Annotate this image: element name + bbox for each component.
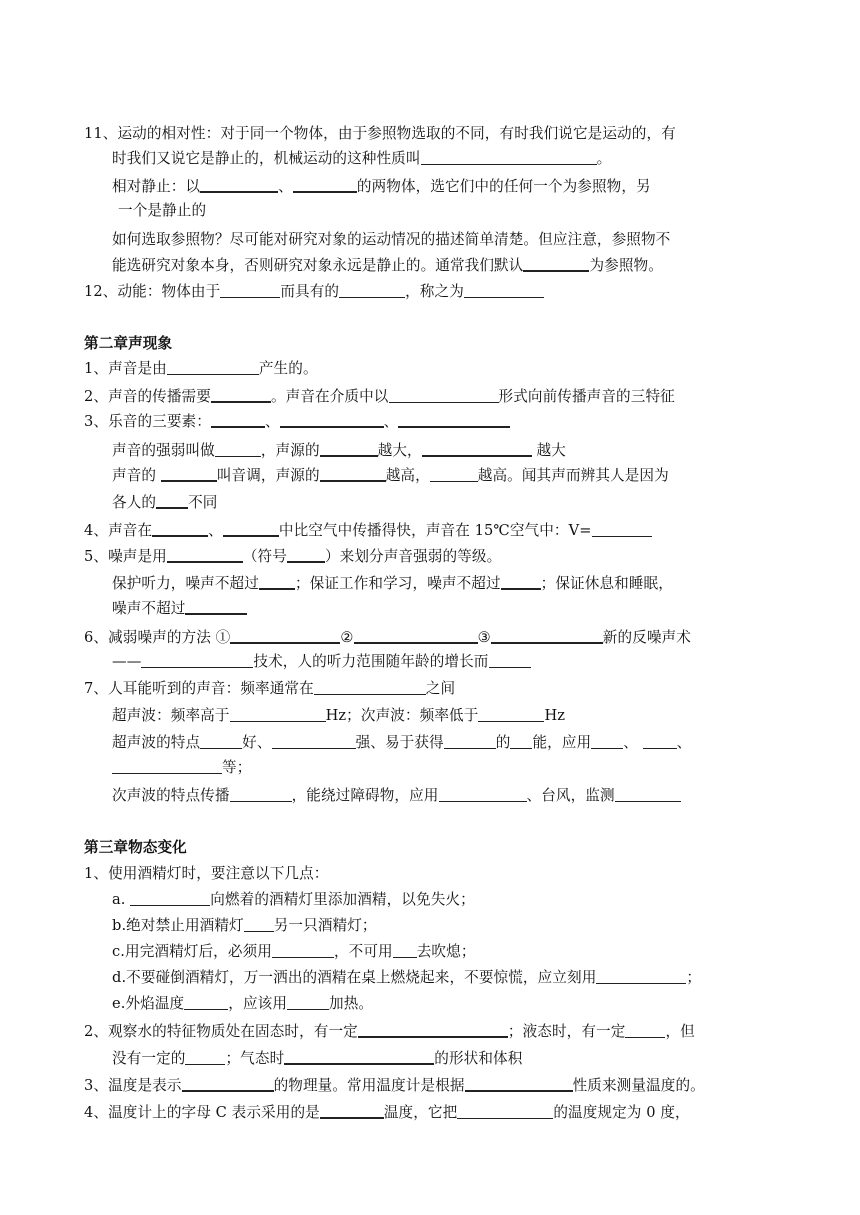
line-text: 相对静止：以: [112, 178, 201, 195]
line-text: 的两物体，选它们中的任何一个为参照物，另: [356, 178, 651, 195]
line-text: 1、使用酒精灯时，要注意以下几点：: [84, 865, 329, 882]
line-text: 4、声音在: [84, 522, 153, 539]
text-line: [84, 386, 675, 407]
line-text: 、: [278, 178, 293, 195]
line-text: 次声波的特点传播: [112, 787, 230, 804]
text-line: [112, 758, 251, 778]
text-line: [112, 465, 669, 486]
fill-in-blank: [491, 627, 603, 644]
text-line: [112, 994, 373, 1014]
text-line: [112, 492, 217, 513]
line-text: ③: [477, 629, 491, 646]
text-line: [84, 1021, 695, 1042]
fill-in-blank: [422, 440, 532, 457]
line-text: 新的反噪声术: [602, 629, 691, 646]
line-text: 另一只酒精灯；: [273, 917, 377, 934]
fill-in-blank: [625, 1022, 665, 1038]
line-text: ；: [686, 969, 702, 986]
fill-in-blank: [358, 1021, 508, 1038]
fill-in-blank: [211, 411, 265, 428]
line-text: ；气态时: [225, 1050, 285, 1067]
text-line: [112, 733, 691, 753]
line-text: 如何选取参照物？尽可能对研究对象的运动情况的描述简单清楚。但应注意，参照物不: [112, 231, 671, 248]
line-text: 声音的强弱叫做: [112, 442, 215, 459]
text-line: [112, 176, 651, 197]
fill-in-blank: [200, 733, 242, 749]
line-text: ；保证休息和睡眠，: [540, 575, 673, 592]
line-text: 保护听力，噪声不超过: [112, 575, 259, 592]
fill-in-blank: [152, 520, 208, 537]
line-text: 、: [208, 522, 223, 539]
line-text: 各人的: [112, 494, 157, 511]
fill-in-blank: [523, 255, 589, 272]
line-text: Hz: [544, 707, 566, 724]
text-line: [112, 916, 377, 936]
fill-in-blank: [280, 411, 384, 428]
line-text: ②: [340, 629, 354, 646]
line-text: b.绝对禁止用酒精灯: [112, 917, 244, 934]
line-text: 为参照物。: [589, 257, 663, 274]
fill-in-blank: [489, 652, 531, 668]
fill-in-blank: [421, 149, 597, 165]
fill-in-blank: [293, 176, 357, 193]
line-text: 温度，它把: [383, 1104, 458, 1121]
text-line: [112, 598, 247, 619]
line-text: 时我们又说它是静止的，机械运动的这种性质叫: [112, 150, 421, 167]
fill-in-blank: [320, 465, 386, 482]
line-text: 3、乐音的三要素：: [84, 413, 211, 430]
fill-in-blank: [389, 387, 499, 403]
fill-in-blank: [230, 786, 292, 802]
text-line: [84, 1102, 690, 1123]
line-text: 越高。闻其声而辨其人是因为: [477, 467, 669, 484]
line-text: （符号: [242, 548, 287, 565]
text-line: [112, 230, 670, 250]
text-line: [84, 282, 544, 302]
fill-in-blank: [643, 733, 677, 749]
line-text: 、: [264, 413, 280, 430]
line-text: ，声源的: [260, 442, 320, 459]
line-text: d.不要碰倒酒精灯，万一洒出的酒精在桌上燃烧起来，不要惊慌，应立刻用: [112, 969, 597, 986]
line-text: 加热。: [329, 995, 374, 1012]
line-text: 2、声音的传播需要: [84, 388, 211, 405]
text-line: [84, 124, 676, 144]
fill-in-blank: [211, 386, 271, 403]
fill-in-blank: [167, 546, 243, 563]
fill-in-blank: [393, 942, 417, 958]
fill-in-blank: [287, 546, 325, 563]
fill-in-blank: [478, 706, 544, 722]
fill-in-blank: [185, 598, 247, 615]
line-text: 叫音调，声源的: [216, 467, 320, 484]
line-text: 声音的: [112, 467, 161, 484]
line-text: 越大: [531, 442, 566, 459]
text-line: [84, 520, 652, 541]
fill-in-blank: [272, 733, 356, 749]
fill-in-blank: [320, 440, 378, 457]
fill-in-blank: [272, 942, 334, 958]
line-text: 没有一定的: [112, 1050, 186, 1067]
text-line: [112, 786, 681, 806]
text-line: [84, 546, 501, 567]
line-text: a.: [112, 891, 131, 908]
line-text: Hz；次声波：频率低于: [325, 707, 479, 724]
fill-in-blank: [156, 492, 188, 509]
line-text: 的物理量。常用温度计是根据: [273, 1077, 465, 1094]
fill-in-blank: [615, 786, 681, 802]
fill-in-blank: [182, 1075, 274, 1092]
line-text: 强、易于获得: [355, 734, 444, 751]
fill-in-blank: [112, 758, 222, 774]
line-text: 的温度规定为 0 度，: [553, 1104, 690, 1121]
line-text: ，称之为: [405, 283, 464, 300]
fill-in-blank: [220, 282, 280, 298]
line-text: 一个是静止的: [118, 202, 207, 219]
fill-in-blank: [398, 411, 510, 428]
text-line: [112, 652, 531, 672]
line-text: ——: [112, 653, 142, 670]
line-text: 3、温度是表示: [84, 1077, 182, 1094]
line-text: 的形状和体积: [434, 1050, 523, 1067]
line-text: 技术，人的听力范围随年龄的增长而: [253, 653, 489, 670]
fill-in-blank: [354, 627, 478, 644]
fill-in-blank: [167, 359, 259, 375]
line-text: 向燃着的酒精灯里添加酒精，以免失火；: [210, 891, 475, 908]
fill-in-blank: [244, 916, 274, 932]
line-text: 、: [623, 734, 643, 751]
fill-in-blank: [130, 890, 210, 906]
fill-in-blank: [161, 465, 217, 482]
line-text: 12、动能：物体由于: [84, 283, 221, 300]
line-text: ，应该用: [228, 995, 288, 1012]
line-text: 噪声不超过: [112, 600, 186, 617]
text-line: [84, 411, 510, 432]
fill-in-blank: [141, 652, 253, 668]
fill-in-blank: [184, 994, 228, 1010]
fill-in-blank: [439, 786, 527, 802]
fill-in-blank: [230, 706, 326, 722]
fill-in-blank: [444, 733, 496, 749]
text-line: [84, 627, 691, 648]
line-text: 等；: [222, 759, 252, 776]
line-text: 中比空气中传播得快，声音在 15℃空气中：V=: [278, 522, 592, 539]
text-line: [84, 1075, 705, 1096]
line-text: 去吹熄；: [416, 943, 476, 960]
text-line: [84, 679, 455, 699]
fill-in-blank: [284, 1048, 434, 1065]
line-text: 。声音在介质中以: [270, 388, 389, 405]
fill-in-blank: [320, 1102, 384, 1119]
line-text: 、台风，监测: [526, 787, 615, 804]
text-line: [84, 864, 329, 884]
line-text: 能选研究对象本身，否则研究对象永远是静止的。通常我们默认: [112, 257, 524, 274]
line-text: ；保证工作和学习，噪声不超过: [294, 575, 501, 592]
text-line: [112, 942, 476, 962]
text-line: [112, 890, 475, 910]
line-text: 6、减弱噪声的方法 ①: [84, 629, 231, 646]
text-line: [112, 255, 663, 276]
line-text: 的: [495, 734, 511, 751]
line-text: ；液态时，有一定: [507, 1023, 626, 1040]
text-line: [84, 359, 318, 379]
text-line: [112, 149, 611, 169]
line-text: 形式向前传播声音的三特征: [498, 388, 675, 405]
fill-in-blank: [185, 1049, 225, 1065]
fill-in-blank: [596, 968, 686, 984]
fill-in-blank: [464, 282, 544, 298]
fill-in-blank: [457, 1103, 553, 1119]
line-text: 超声波：频率高于: [112, 707, 230, 724]
fill-in-blank: [501, 573, 541, 590]
text-line: [118, 201, 206, 221]
section-heading: 第三章物态变化: [84, 839, 187, 856]
fill-in-blank: [287, 994, 329, 1010]
fill-in-blank: [592, 521, 652, 537]
line-text: 越高，: [385, 467, 430, 484]
line-text: 11、运动的相对性：对于同一个物体，由于参照物选取的不同，有时我们说它是运动的，有: [84, 125, 676, 142]
line-text: c.用完酒精灯后，必须用: [112, 943, 272, 960]
fill-in-blank: [430, 466, 478, 482]
fill-in-blank: [223, 520, 279, 537]
line-text: ，但: [665, 1023, 695, 1040]
fill-in-blank: [510, 733, 532, 749]
line-text: 能，应用: [532, 734, 592, 751]
line-text: 性质来测量温度的。: [572, 1077, 705, 1094]
line-text: ）来划分声音强弱的等级。: [324, 548, 502, 565]
line-text: 越大，: [377, 442, 422, 459]
fill-in-blank: [200, 176, 278, 193]
line-text: 超声波的特点: [112, 734, 201, 751]
line-text: 7、人耳能听到的声音：频率通常在: [84, 680, 314, 697]
line-text: e.外焰温度: [112, 995, 185, 1012]
line-text: 、: [383, 413, 399, 430]
line-text: ，不可用: [333, 943, 393, 960]
text-line: [112, 573, 673, 594]
fill-in-blank: [259, 573, 295, 590]
fill-in-blank: [591, 733, 623, 749]
fill-in-blank: [339, 282, 405, 298]
fill-in-blank: [314, 679, 426, 695]
line-text: 5、噪声是用: [84, 548, 167, 565]
line-text: 4、温度计上的字母 C 表示采用的是: [84, 1104, 320, 1121]
section-heading: 第二章声现象: [84, 335, 173, 352]
text-line: [112, 440, 566, 461]
line-text: ，能绕过障碍物，应用: [291, 787, 439, 804]
fill-in-blank: [465, 1075, 573, 1092]
line-text: 不同: [188, 494, 218, 511]
line-text: 。: [596, 150, 612, 167]
fill-in-blank: [215, 441, 261, 457]
line-text: 之间: [425, 680, 456, 697]
line-text: 1、声音是由: [84, 360, 167, 377]
text-line: [112, 706, 565, 726]
line-text: 、: [676, 734, 692, 751]
line-text: 而具有的: [280, 283, 340, 300]
line-text: 好、: [242, 734, 272, 751]
line-text: 2、观察水的特征物质处在固态时，有一定: [84, 1023, 358, 1040]
text-line: [112, 968, 701, 988]
text-line: [112, 1048, 522, 1069]
line-text: 产生的。: [258, 360, 318, 377]
fill-in-blank: [230, 627, 340, 644]
